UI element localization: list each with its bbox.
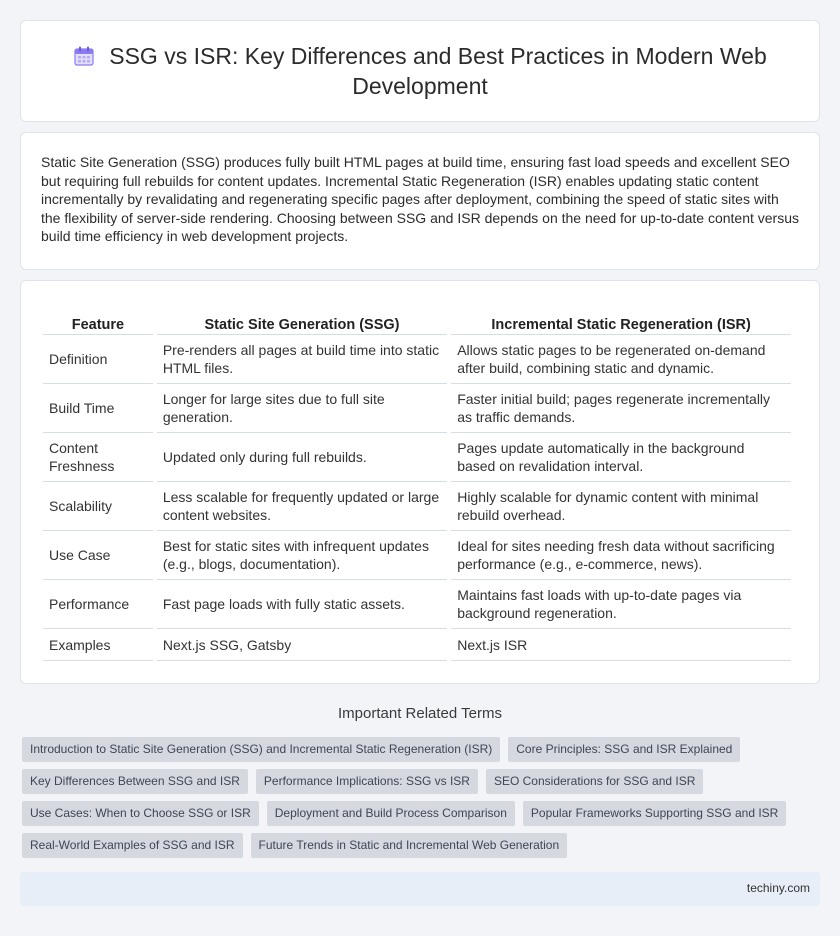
- feature-cell: Build Time: [43, 384, 153, 433]
- table-row: [43, 531, 791, 580]
- related-terms-heading: Important Related Terms: [338, 705, 502, 722]
- title-card: [20, 20, 820, 122]
- header-isr: Incremental Static Regeneration (ISR): [451, 311, 791, 335]
- isr-cell: Faster initial build; pages regenerate incrementally as traffic demands.: [451, 384, 791, 433]
- feature-cell: Content Freshness: [43, 433, 153, 482]
- table-row: [43, 580, 791, 629]
- table-header-row: [43, 311, 791, 335]
- related-term-link[interactable]: Future Trends in Static and Incremental Web Generation: [251, 833, 568, 858]
- ssg-cell: Pre-renders all pages at build time into static HTML files.: [157, 335, 447, 384]
- isr-cell: Next.js ISR: [451, 629, 791, 661]
- footer-site-link[interactable]: techiny.com: [746, 881, 810, 895]
- isr-cell: Ideal for sites needing fresh data without sacrificing performance (e.g., e-commerce, news).: [451, 531, 791, 580]
- related-term-link[interactable]: Deployment and Build Process Comparison: [267, 801, 515, 826]
- intro-paragraph: Static Site Generation (SSG) produces fully built HTML pages at build time, ensuring fast load speeds and excellent SEO but requiring full rebuilds for content updates. Incremental Static Regeneration (ISR) enables updating static content incrementally by revalidating and regenerating specific pages after deployment, combining the speed of static sites with the flexibility of server-side rendering. Choosing between SSG and ISR depends on the need for up-to-date content versus build time efficiency in web development projects.: [41, 154, 800, 245]
- ssg-cell: Less scalable for frequently updated or large content websites.: [157, 482, 447, 531]
- ssg-cell: Fast page loads with fully static assets.: [157, 580, 447, 629]
- related-term-link[interactable]: Real-World Examples of SSG and ISR: [22, 833, 243, 858]
- ssg-cell: Next.js SSG, Gatsby: [157, 629, 447, 661]
- ssg-cell: Best for static sites with infrequent updates (e.g., blogs, documentation).: [157, 531, 447, 580]
- comparison-table-card: [20, 280, 820, 684]
- isr-cell: Pages update automatically in the background based on revalidation interval.: [451, 433, 791, 482]
- feature-cell: Examples: [43, 629, 153, 661]
- page-title: SSG vs ISR: Key Differences and Best Practices in Modern Web Development: [109, 43, 767, 99]
- related-terms-list: [22, 737, 818, 858]
- feature-cell: Performance: [43, 580, 153, 629]
- table-row: [43, 384, 791, 433]
- table-row: [43, 629, 791, 661]
- feature-cell: Definition: [43, 335, 153, 384]
- isr-cell: Allows static pages to be regenerated on-demand after build, combining static and dynamic.: [451, 335, 791, 384]
- related-term-link[interactable]: Popular Frameworks Supporting SSG and ISR: [523, 801, 786, 826]
- comparison-table: [39, 311, 795, 661]
- feature-cell: Scalability: [43, 482, 153, 531]
- related-term-link[interactable]: Introduction to Static Site Generation (SSG) and Incremental Static Regeneration (ISR): [22, 737, 500, 762]
- related-term-link[interactable]: Key Differences Between SSG and ISR: [22, 769, 248, 794]
- related-term-link[interactable]: Performance Implications: SSG vs ISR: [256, 769, 478, 794]
- isr-cell: Highly scalable for dynamic content with minimal rebuild overhead.: [451, 482, 791, 531]
- header-ssg: Static Site Generation (SSG): [157, 311, 447, 335]
- footer-bar: [20, 872, 820, 906]
- table-row: [43, 482, 791, 531]
- header-feature: Feature: [43, 311, 153, 335]
- isr-cell: Maintains fast loads with up-to-date pages via background regeneration.: [451, 580, 791, 629]
- related-term-link[interactable]: SEO Considerations for SSG and ISR: [486, 769, 703, 794]
- ssg-cell: Updated only during full rebuilds.: [157, 433, 447, 482]
- related-term-link[interactable]: Core Principles: SSG and ISR Explained: [508, 737, 740, 762]
- table-row: [43, 433, 791, 482]
- related-term-link[interactable]: Use Cases: When to Choose SSG or ISR: [22, 801, 259, 826]
- feature-cell: Use Case: [43, 531, 153, 580]
- table-row: [43, 335, 791, 384]
- intro-card: [20, 132, 820, 270]
- calendar-icon: [73, 45, 95, 67]
- ssg-cell: Longer for large sites due to full site generation.: [157, 384, 447, 433]
- page-title-wrap: [60, 41, 780, 101]
